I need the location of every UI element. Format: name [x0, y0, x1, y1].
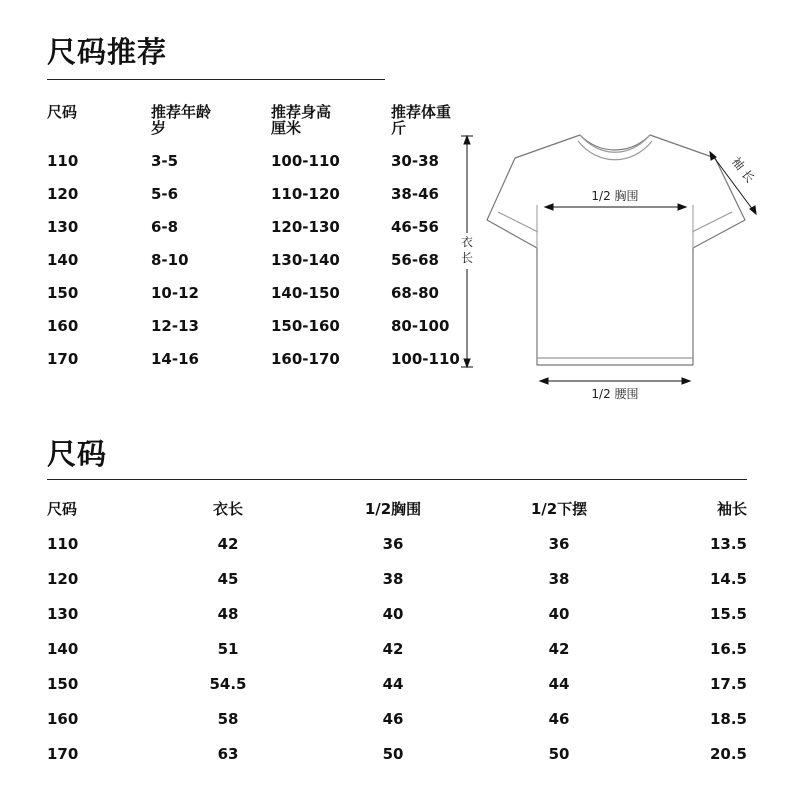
recommend-cell: 120-130 [271, 218, 340, 236]
recommend-header-height: 推荐身高 厘米 [271, 103, 332, 137]
tshirt-outline [487, 135, 745, 365]
size-cell: 20.5 [709, 745, 747, 763]
recommend-header-age: 推荐年龄 岁 [151, 103, 212, 137]
recommend-cell: 170 [47, 350, 79, 368]
recommend-cell: 6-8 [151, 218, 179, 236]
chest-arrow [545, 204, 686, 210]
size-cell: 170 [47, 745, 79, 763]
size-cell: 36 [548, 535, 570, 553]
size-header-sleeve: 袖长 [716, 500, 747, 518]
recommend-header-size: 尺码 [47, 103, 78, 121]
size-cell: 51 [217, 640, 239, 658]
size-cell: 48 [217, 605, 239, 623]
recommend-cell: 160-170 [271, 350, 340, 368]
recommend-cell: 80-100 [391, 317, 450, 335]
size-cell: 38 [382, 570, 404, 588]
size-cell: 140 [47, 640, 79, 658]
length-label-2: 长 [460, 251, 474, 265]
recommend-cell: 150-160 [271, 317, 340, 335]
recommend-cell: 12-13 [151, 317, 199, 335]
size-cell: 16.5 [709, 640, 747, 658]
recommend-title: 尺码推荐 [47, 35, 168, 69]
recommend-cell: 110-120 [271, 185, 340, 203]
recommend-cell: 38-46 [391, 185, 439, 203]
size-cell: 63 [217, 745, 239, 763]
sleeve-label-2: 长 [738, 167, 758, 186]
size-cell: 54.5 [209, 675, 247, 693]
size-cell: 38 [548, 570, 570, 588]
size-header-length: 衣长 [212, 500, 243, 518]
recommend-cell: 160 [47, 317, 79, 335]
size-cell: 130 [47, 605, 79, 623]
waist-label: 1/2 腰围 [591, 387, 639, 401]
recommend-cell: 140-150 [271, 284, 340, 302]
size-header-hem: 1/2下摆 [530, 500, 588, 518]
chest-label: 1/2 胸围 [591, 189, 639, 203]
recommend-cell: 120 [47, 185, 79, 203]
size-cell: 44 [382, 675, 404, 693]
size-cell: 14.5 [709, 570, 747, 588]
size-cell: 58 [217, 710, 239, 728]
recommend-cell: 130 [47, 218, 79, 236]
recommend-cell: 5-6 [151, 185, 179, 203]
size-cell: 46 [382, 710, 404, 728]
size-cell: 120 [47, 570, 79, 588]
size-cell: 17.5 [709, 675, 747, 693]
size-cell: 150 [47, 675, 79, 693]
size-cell: 18.5 [709, 710, 747, 728]
recommend-cell: 10-12 [151, 284, 199, 302]
recommend-cell: 100-110 [271, 152, 340, 170]
recommend-cell: 56-68 [391, 251, 439, 269]
title-divider [47, 79, 385, 80]
size-cell: 40 [382, 605, 404, 623]
size-cell: 44 [548, 675, 570, 693]
sleeve-label-1: 袖 [728, 154, 748, 173]
recommend-cell: 150 [47, 284, 79, 302]
recommend-cell: 3-5 [151, 152, 179, 170]
recommend-cell: 8-10 [151, 251, 189, 269]
size-cell: 50 [548, 745, 570, 763]
size-divider [47, 479, 747, 480]
size-title: 尺码 [47, 437, 108, 471]
recommend-cell: 68-80 [391, 284, 439, 302]
size-header-chest: 1/2胸围 [364, 500, 422, 518]
size-cell: 50 [382, 745, 404, 763]
size-cell: 13.5 [709, 535, 747, 553]
tshirt-diagram [450, 120, 780, 410]
size-cell: 46 [548, 710, 570, 728]
size-cell: 42 [548, 640, 570, 658]
size-cell: 110 [47, 535, 79, 553]
size-cell: 160 [47, 710, 79, 728]
recommend-cell: 30-38 [391, 152, 439, 170]
size-cell: 40 [548, 605, 570, 623]
recommend-cell: 140 [47, 251, 79, 269]
recommend-cell: 14-16 [151, 350, 199, 368]
size-header-size: 尺码 [47, 500, 78, 518]
recommend-cell: 100-110 [391, 350, 460, 368]
size-cell: 42 [217, 535, 239, 553]
length-label-1: 衣 [460, 235, 474, 249]
waist-arrow [540, 378, 690, 384]
recommend-cell: 110 [47, 152, 79, 170]
size-cell: 45 [217, 570, 239, 588]
recommend-cell: 46-56 [391, 218, 439, 236]
recommend-cell: 130-140 [271, 251, 340, 269]
recommend-header-weight: 推荐体重 斤 [391, 103, 452, 137]
size-cell: 15.5 [709, 605, 747, 623]
size-cell: 36 [382, 535, 404, 553]
size-cell: 42 [382, 640, 404, 658]
